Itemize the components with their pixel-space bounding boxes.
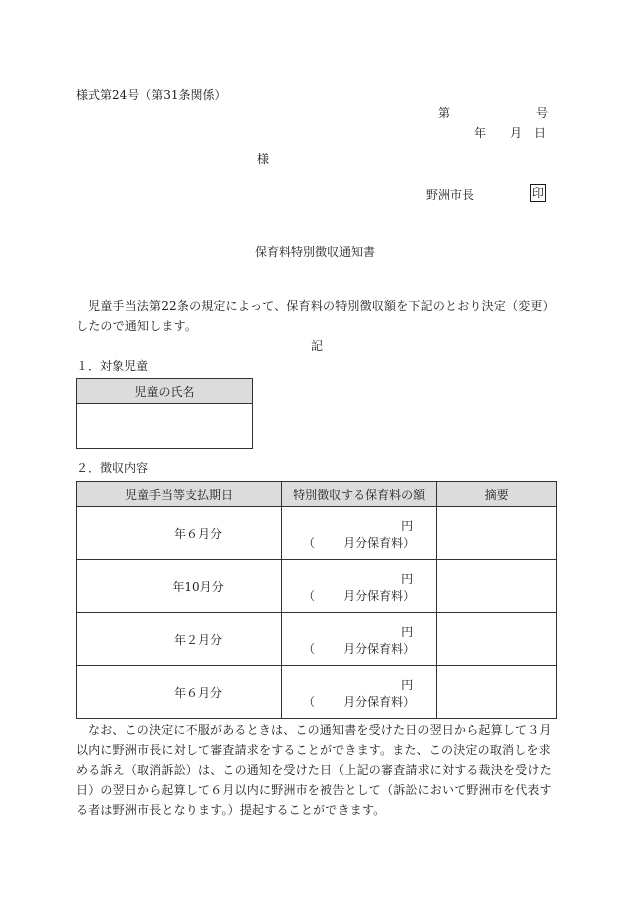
- table-row: [77, 613, 557, 666]
- period-cell: 年２月分: [77, 613, 282, 666]
- amount-cell[interactable]: 円 （ 月分保育料）: [282, 666, 437, 719]
- date-day: 日: [534, 126, 547, 140]
- table-row: [77, 666, 557, 719]
- issuer-mayor: 野洲市長: [426, 188, 475, 202]
- note-cell[interactable]: [437, 613, 557, 666]
- child-name-header: 児童の氏名: [77, 379, 253, 404]
- form-number: 様式第24号（第31条関係）: [76, 88, 227, 102]
- header-amount: 特別徴収する保育料の額: [282, 482, 437, 507]
- note-cell[interactable]: [437, 560, 557, 613]
- collection-table: [76, 481, 557, 719]
- seal-mark: 印: [532, 186, 545, 200]
- child-table: [76, 378, 253, 449]
- header-payment-date: 児童手当等支払期日: [77, 482, 282, 507]
- document-title: 保育料特別徴収通知書: [254, 245, 375, 259]
- child-name-cell[interactable]: [77, 404, 253, 449]
- date-year: 年: [474, 126, 487, 140]
- header-note: 摘要: [437, 482, 557, 507]
- document-number-suffix: 号: [536, 106, 549, 120]
- note-cell[interactable]: [437, 507, 557, 560]
- document-number-prefix: 第: [438, 106, 451, 120]
- section2-heading: ２．徴収内容: [76, 461, 149, 475]
- appeal-notice-paragraph: なお、この決定に不服があるときは、この通知書を受けた日の翌日から起算して３月以内に野洲市長に対して審査請求をすることができます。また、この決定の取消しを求める訴え（取消訴訟）は、この通知を受けた日（上記の審査請求に対する裁決を受けた日）の翌日から起算して６月以内に野洲市を被告として（訴訟において野洲市を代表する者は野洲市長となります。）提起することができます。: [76, 723, 552, 817]
- recipient-honorific: 様: [257, 152, 270, 166]
- period-cell: 年10月分: [77, 560, 282, 613]
- ki-marker: 記: [311, 339, 324, 353]
- amount-cell[interactable]: 円 （ 月分保育料）: [282, 613, 437, 666]
- table-row: [77, 507, 557, 560]
- table-row: [77, 560, 557, 613]
- note-cell[interactable]: [437, 666, 557, 719]
- body-paragraph: 児童手当法第22条の規定によって、保育料の特別徴収額を下記のとおり決定（変更）したので通知します。: [76, 299, 555, 333]
- amount-cell[interactable]: 円 （ 月分保育料）: [282, 560, 437, 613]
- period-cell: 年６月分: [77, 507, 282, 560]
- period-cell: 年６月分: [77, 666, 282, 719]
- date-month: 月: [510, 126, 523, 140]
- amount-cell[interactable]: 円 （ 月分保育料）: [282, 507, 437, 560]
- section1-heading: １．対象児童: [76, 359, 149, 373]
